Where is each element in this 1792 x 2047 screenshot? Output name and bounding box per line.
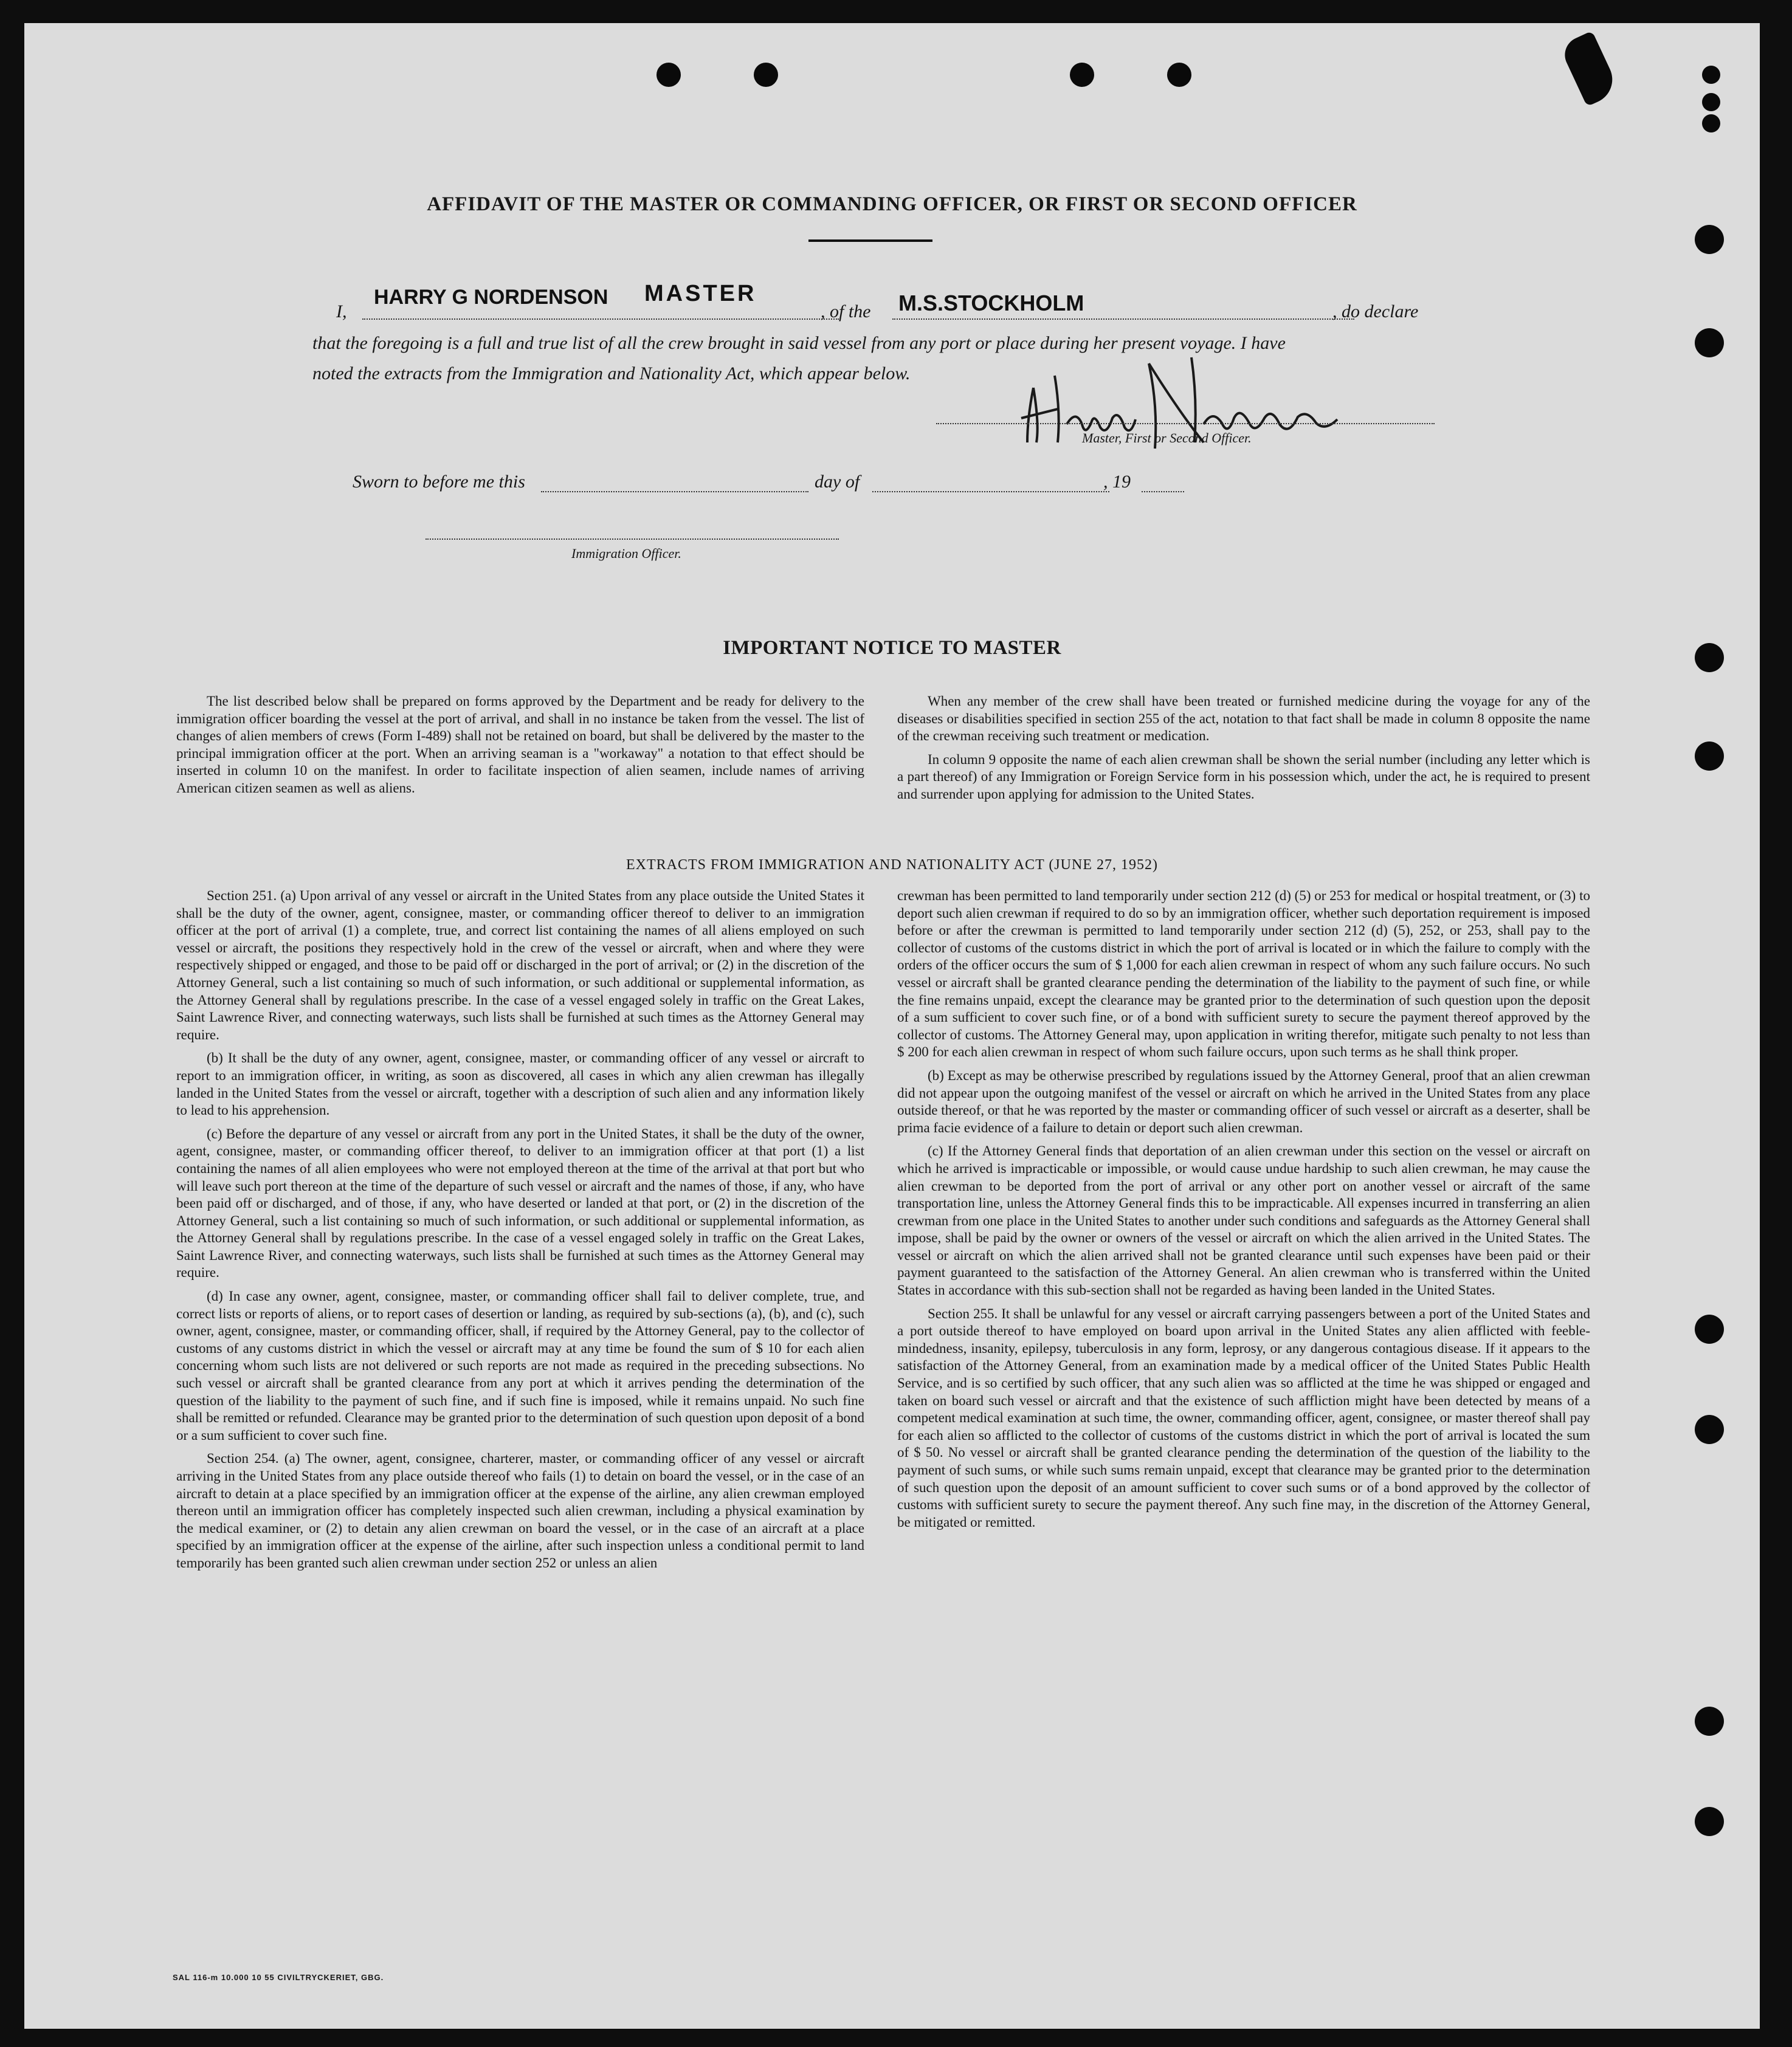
officer-name-handwritten: HARRY G NORDENSON bbox=[374, 286, 608, 309]
torn-corner-mark bbox=[1702, 66, 1720, 84]
of-the-label: , of the bbox=[821, 301, 871, 322]
sworn-year-line bbox=[1142, 491, 1184, 492]
statute-paragraph: (d) In case any owner, agent, consignee, master, or commanding officer shall fail to deliver complete, true, and correct lists or reports of aliens, or to report cases of desertion or landing, as required by sub-sections (a), (b), and (c), such owner, agent, consignee, master, or commanding officer, shall, if required by the Attorney General, pay to the collector of customs of any customs district in which the vessel or aircraft may at any time be found the sum of $ 10 for each alien concerning whom such lists are not delivered or such reports are not made as required in the preceding subsections. No such vessel or aircraft shall be granted clearance from any port at which it arrives pending the determination of the question of the liability to the payment of such fine, and if such fine is imposed, while it remains unpaid. No such fine shall be remitted or refunded. Clearance may be granted prior to the determination of such question upon deposit of a bond or a sum sufficient to cover such fine. bbox=[176, 1288, 864, 1443]
vessel-blank-line bbox=[892, 318, 1354, 320]
torn-corner-mark bbox=[1559, 30, 1621, 106]
punch-hole bbox=[1167, 63, 1191, 87]
extracts-right-column bbox=[897, 887, 1590, 1537]
sworn-month-line bbox=[872, 491, 1109, 492]
punch-hole bbox=[754, 63, 778, 87]
statute-paragraph: (c) If the Attorney General finds that deportation of an alien crewman under this section on the vessel or aircraft on which he arrived is impracticable or impossible, or would cause undue hardship to such alien crewman, he may cause the alien crewman to be deported from the port of arrival or any other port on another vessel or aircraft of the same transportation line, unless the Attorney General finds this to be impracticable. All expenses incurred in transferring an alien crewman from one place in the United States to another under such conditions and safeguards as the Attorney General shall impose, shall be paid by the owner or owners of the vessel or aircraft on which the alien arrived in the United States. The vessel or aircraft on which the alien arrived shall not be granted clearance until such expenses have been paid or their payment guaranteed to the satisfaction of the Attorney General. An alien crewman who is transferred within the United States in accordance with this sub-section shall not be regarded as having been landed in the United States. bbox=[897, 1143, 1590, 1298]
affidavit-title: AFFIDAVIT OF THE MASTER OR COMMANDING OFFICER, OR FIRST OR SECOND OFFICER bbox=[427, 193, 1357, 215]
statute-paragraph: (c) Before the departure of any vessel or aircraft from any port in the United States, it shall be the duty of the owner, agent, consignee, master, or commanding officer thereof, to deliver to an immigration officer at that port (1) a list containing the names of all alien employees who were not employed thereon at the time of the arrival at that port but who will leave such port thereon at the time of the departure of such vessel or aircraft and the names of those, if any, who have been paid off or discharged, and of those, if any, who have deserted or landed at that port, or (2) in the discretion of the Attorney General, such a list containing so much of such information, or such additional or supplemental information, as the Attorney General shall by regulations prescribe. In the case of a vessel engaged solely in traffic on the Great Lakes, Saint Lawrence River, and connecting waterways, such lists shall be furnished at such times as the Attorney General may require. bbox=[176, 1126, 864, 1281]
day-of-label: day of bbox=[815, 472, 860, 492]
signer-caption: Master, First or Second Officer. bbox=[1082, 430, 1252, 446]
punch-hole bbox=[1695, 741, 1724, 771]
extracts-left-column bbox=[176, 887, 864, 1578]
statute-paragraph: crewman has been permitted to land temporarily under section 212 (d) (5) or 253 for medical or hospital treatment, or (3) to deport such alien crewman if required to do so by an immigration officer, whether such deportation requirement is imposed before or after the crewman is permitted to land temporarily under section 212 (d) (5), 252, or 253, shall pay to the collector of customs of the customs district in which the port of arrival is located or in which the failure to comply with the orders of the officer occurs the sum of $ 1,000 for each alien crewman in respect of whom any such failure occurs. No such vessel or aircraft shall be granted clearance pending the determination of the liability to the payment of such fine, or while the fine remains unpaid, except the clearance may be granted prior to the determination of such question upon the deposit of a sum sufficient to cover such fine, or of a bond with sufficient surety to secure the payment thereof approved by the collector of customs. The Attorney General may, upon application in writing therefor, mitigate such penalty to not less than $ 200 for each alien crewman in respect of whom such failure occurs, upon such terms as he shall think proper. bbox=[897, 888, 1590, 1060]
form-code: SAL 116-m 10.000 10 55 CIVILTRYCKERIET, GBG. bbox=[173, 1973, 384, 1982]
torn-corner-mark bbox=[1702, 93, 1720, 111]
signature-line bbox=[936, 423, 1435, 424]
notice-title: IMPORTANT NOTICE TO MASTER bbox=[723, 637, 1061, 659]
punch-hole bbox=[1695, 328, 1724, 357]
punch-hole bbox=[1695, 1707, 1724, 1736]
punch-hole bbox=[656, 63, 681, 87]
statute-paragraph: (b) It shall be the duty of any owner, agent, consignee, master, or commanding officer of any vessel or aircraft to report to an immigration officer, in writing, as soon as discovered, all cases in which any alien crewman has illegally landed in the United States from the vessel or aircraft, together with a description of such alien and any information likely to lead to his apprehension. bbox=[176, 1050, 864, 1118]
form-page bbox=[24, 23, 1760, 2029]
immigration-officer-signature-line bbox=[426, 538, 839, 540]
punch-hole bbox=[1695, 1315, 1724, 1344]
punch-hole bbox=[1695, 1807, 1724, 1836]
notice-paragraph: In column 9 opposite the name of each alien crewman shall be shown the serial number (including any letter which is a part thereof) of any Immigration or Foreign Service form in his possession which, under the act, he is required to present and surrender upon applying for admission to the United States. bbox=[897, 751, 1590, 802]
punch-hole bbox=[1070, 63, 1094, 87]
notice-right-column bbox=[897, 693, 1590, 810]
year-prefix: , 19 bbox=[1103, 472, 1131, 492]
extracts-title: EXTRACTS FROM IMMIGRATION AND NATIONALITY ACT (JUNE 27, 1952) bbox=[626, 857, 1158, 873]
sworn-prefix: Sworn to before me this bbox=[353, 472, 525, 492]
punch-hole bbox=[1695, 1415, 1724, 1444]
do-declare-label: , do declare bbox=[1332, 301, 1419, 322]
declaration-text-line-2: noted the extracts from the Immigration and Nationality Act, which appear below. bbox=[312, 363, 911, 384]
officer-rank-handwritten: MASTER bbox=[644, 281, 757, 306]
notice-left-column bbox=[176, 693, 864, 803]
statute-paragraph: Section 254. (a) The owner, agent, consignee, charterer, master, or commanding officer of any vessel or aircraft arriving in the United States from any place outside thereof who fails (1) to detain on board the vessel, or in the case of an aircraft to detain at a place specified by an immigration officer at the expense of the airline, any alien crewman employed thereon until an immigration officer has completely inspected such alien crewman, including a physical examination by the medical examiner, or (2) to detain any alien crewman on board the vessel, or in the case of an aircraft at a place specified by an immigration officer at the expense of the airline, after such inspection unless a conditional permit to land temporarily has been granted such alien crewman under section 252 or unless an alien bbox=[176, 1451, 864, 1571]
title-divider bbox=[808, 239, 932, 242]
immigration-officer-caption: Immigration Officer. bbox=[571, 546, 681, 561]
torn-corner-mark bbox=[1702, 114, 1720, 132]
declaration-text-line-1: that the foregoing is a full and true list of all the crew brought in said vessel from any port or place during her present voyage. I have bbox=[312, 333, 1286, 353]
i-prefix: I, bbox=[336, 301, 347, 322]
notice-paragraph: When any member of the crew shall have been treated or furnished medicine during the voyage for any of the diseases or disabilities specified in section 255 of the act, notation to that fact shall be made in column 8 opposite the name of the crewman receiving such treatment or medication. bbox=[897, 693, 1590, 744]
statute-paragraph: Section 255. It shall be unlawful for any vessel or aircraft carrying passengers between a port of the United States and a port outside thereof to have employed on board upon arrival in the United States any alien afflicted with feeble-mindedness, insanity, epilepsy, tuberculosis in any form, leprosy, or any dangerous contagious disease. If it appears to the satisfaction of the Attorney General, from an examination made by a medical officer of the United States Public Health Service, and is so certified by such officer, that any such alien was so afflicted at the time he was shipped or engaged and taken on board such vessel or aircraft and that the existence of such affliction might have been detected by means of a competent medical examination at such time, the owner, commanding officer, agent, consignee, or master thereof shall pay for each alien so afflicted to the collector of customs of the customs district in which the port of arrival is located the sum of $ 50. No vessel or aircraft shall be granted clearance pending the determination of the question of the liability to the payment of such sums, or while such sums remain unpaid, except that clearance may be granted prior to the determination of such question upon the deposit of an amount sufficient to cover such sums or of a bond approved by the collector of customs with sufficient surety to secure the payment thereof. Any such fine may, in the discretion of the Attorney General, be mitigated or remitted. bbox=[897, 1306, 1590, 1530]
statute-paragraph: Section 251. (a) Upon arrival of any vessel or aircraft in the United States from any place outside the United States it shall be the duty of the owner, agent, consignee, master, or commanding officer thereof to deliver to an immigration officer at the port of arrival (1) a complete, true, and correct list containing the names of all aliens employed on such vessel or aircraft, the positions they respectively hold in the crew of the vessel or aircraft, when and where they were respectively shipped or engaged, and those to be paid off or discharged in the port of arrival; or (2) in the discretion of the Attorney General, such a list containing so much of such information, or such additional or supplemental information, as the Attorney General shall by regulations prescribe. In the case of a vessel engaged solely in traffic on the Great Lakes, Saint Lawrence River, and connecting waterways, such lists shall be furnished at such times as the Attorney General may require. bbox=[176, 888, 864, 1042]
name-blank-line bbox=[362, 318, 839, 320]
punch-hole bbox=[1695, 225, 1724, 254]
sworn-day-line bbox=[541, 491, 808, 492]
statute-paragraph: (b) Except as may be otherwise prescribed by regulations issued by the Attorney General, proof that an alien crewman did not appear upon the outgoing manifest of the vessel or aircraft on which he arrived in the United States from any place outside thereof, or that he was reported by the master or commanding officer of such vessel or aircraft as a deserter, shall be prima facie evidence of a failure to detain or deport such alien crewman. bbox=[897, 1067, 1590, 1135]
notice-paragraph: The list described below shall be prepared on forms approved by the Department and be ready for delivery to the immigration officer boarding the vessel at the port of arrival, and shall in no instance be taken from the vessel. The list of changes of alien members of crews (Form I-489) shall not be retained on board, but shall be delivered by the master to the principal immigration officer at the port. When an arriving seaman is a "workaway" a notation to that effect should be inserted in column 10 on the manifest. In order to facilitate inspection of alien seamen, include names of arriving American citizen seamen as well as aliens. bbox=[176, 693, 864, 796]
vessel-name-handwritten: M.S.STOCKHOLM bbox=[898, 291, 1084, 315]
signature-image bbox=[1009, 351, 1349, 467]
